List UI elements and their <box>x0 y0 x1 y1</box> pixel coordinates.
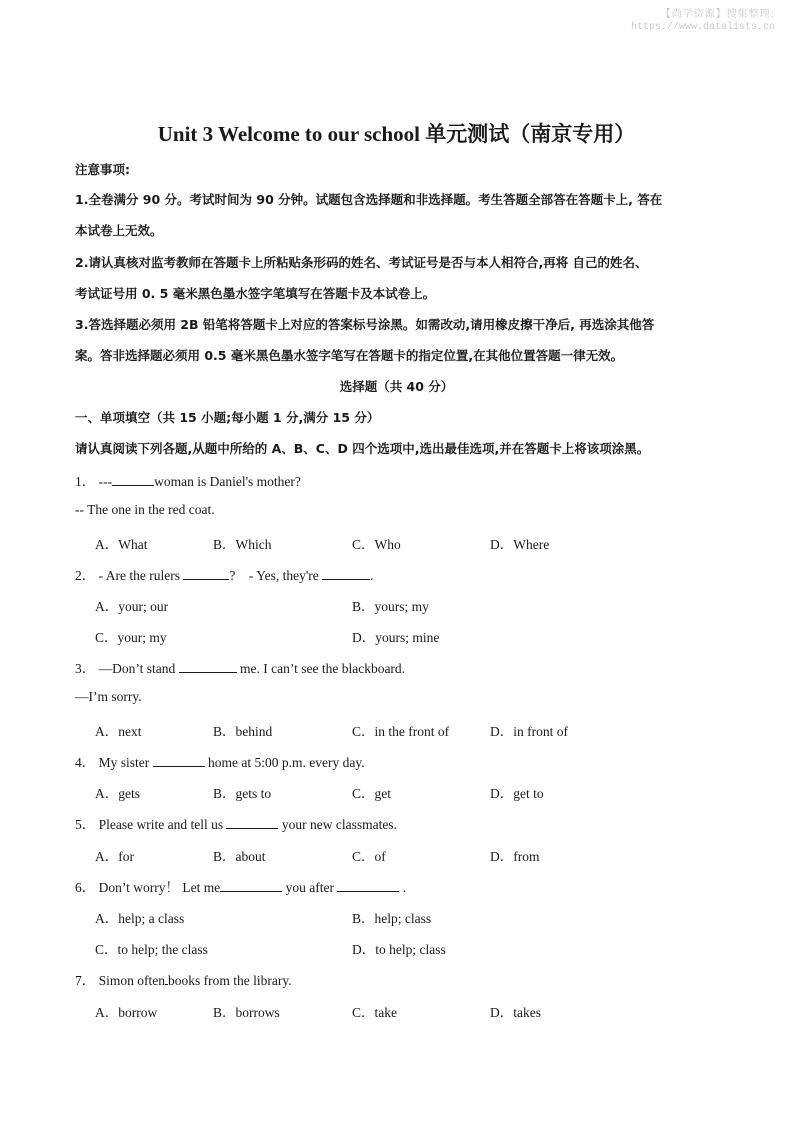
question-4 <box>75 751 365 771</box>
answer-blank <box>337 880 399 892</box>
option-c: C．get <box>352 786 391 801</box>
page-title: Unit 3 Welcome to our school 单元测试（南京专用） <box>157 122 636 146</box>
option-d: D．yours; mine <box>352 630 440 645</box>
option-b: B．behind <box>213 724 273 739</box>
question-6 <box>75 876 406 896</box>
question-suffix: me. I can’t see the blackboard. <box>240 661 406 676</box>
option-c: C．Who <box>352 537 401 552</box>
option-d: D．Where <box>490 537 550 552</box>
question-2 <box>75 564 374 584</box>
note-2-line-2: 考试证号用 0. 5 毫米黑色墨水签字笔填写在答题卡及本试卷上。 <box>75 286 436 301</box>
question-suffix: home at 5:00 p.m. every day. <box>208 755 365 770</box>
option-a: A．help; a class <box>95 911 185 926</box>
note-2-line-1: 2.请认真核对监考教师在答题卡上所粘贴条形码的姓名、考试证号是否与本人相符合,再将 自己的姓名、 <box>75 255 648 270</box>
question-3-reply: —I’m sorry. <box>75 689 142 704</box>
question-prefix: --- <box>98 474 113 489</box>
question-number: 5． <box>75 817 96 832</box>
note-3-line-1: 3.答选择题必须用 2B 铅笔将答题卡上对应的答案标号涂黑。如需改动,请用橡皮擦干净后, 再选涂其他答 <box>75 317 655 332</box>
question-middle: ? - Yes, they're <box>229 568 319 583</box>
note-1-line-2: 本试卷上无效。 <box>75 223 163 238</box>
question-prefix: —Don’t stand <box>98 661 176 676</box>
option-d: D．in front of <box>490 724 568 739</box>
option-c: C．of <box>352 849 386 864</box>
notes-heading: 注意事项: <box>75 162 130 177</box>
question-1-reply: -- The one in the red coat. <box>75 502 215 517</box>
question-1 <box>75 470 301 490</box>
option-b: B．gets to <box>213 786 272 801</box>
watermark-url: https://www.datalists.cn <box>630 22 775 33</box>
answer-blank <box>322 568 370 580</box>
answer-blank <box>153 755 205 767</box>
option-c: C．take <box>352 1005 397 1020</box>
option-a: A．gets <box>95 786 140 801</box>
question-suffix: woman is Daniel's mother? <box>154 474 301 489</box>
question-prefix: - Are the rulers <box>98 568 180 583</box>
question-suffix: your new classmates. <box>281 817 397 832</box>
option-b: B．Which <box>213 537 272 552</box>
question-prefix: Don’t worry！ Let me <box>98 880 221 895</box>
answer-blank <box>220 880 282 892</box>
option-d: D．from <box>490 849 540 864</box>
option-a: A．What <box>95 537 148 552</box>
option-a: A．your; our <box>95 599 169 614</box>
note-3-line-2: 案。答非选择题必须用 0.5 毫米黑色墨水签字笔写在答题卡的指定位置,在其他位置答题一律无效。 <box>75 348 624 363</box>
question-suffix: . <box>370 568 374 583</box>
option-b: B．yours; my <box>352 599 429 614</box>
option-a: A．next <box>95 724 142 739</box>
answer-blank <box>112 474 154 486</box>
question-suffix: books from the library. <box>168 973 292 988</box>
answer-blank <box>179 661 237 673</box>
note-1-line-1: 1.全卷满分 90 分。考试时间为 90 分钟。试题包含选择题和非选择题。考生答题全部答在答题卡上, 答在 <box>75 192 663 207</box>
question-number: 1． <box>75 474 96 489</box>
question-7 <box>75 969 292 989</box>
question-5 <box>75 813 397 833</box>
option-d: D．to help; class <box>352 942 446 957</box>
answer-blank <box>183 568 229 580</box>
option-b: B．borrows <box>213 1005 280 1020</box>
option-c: C．in the front of <box>352 724 450 739</box>
question-number: 4． <box>75 755 96 770</box>
part-heading: 一、单项填空（共 15 小题;每小题 1 分,满分 15 分） <box>75 410 380 425</box>
watermark <box>631 8 775 34</box>
option-d: D．takes <box>490 1005 541 1020</box>
question-middle: you after <box>285 880 334 895</box>
option-c: C．your; my <box>95 630 167 645</box>
question-prefix: Simon often <box>98 973 165 988</box>
option-b: B．about <box>213 849 266 864</box>
question-number: 3． <box>75 661 96 676</box>
question-prefix: My sister <box>98 755 150 770</box>
section-title: 选择题（共 40 分） <box>339 379 454 394</box>
instruction: 请认真阅读下列各题,从题中所给的 A、B、C、D 四个选项中,选出最佳选项,并在答题卡上将该项涂黑。 <box>75 441 650 456</box>
option-d: D．get to <box>490 786 544 801</box>
answer-blank <box>226 817 278 829</box>
watermark-source: 【尚学资源】搜集整理: <box>660 9 775 20</box>
question-prefix: Please write and tell us <box>98 817 224 832</box>
option-a: A．borrow <box>95 1005 158 1020</box>
question-number: 6． <box>75 880 96 895</box>
option-b: B．help; class <box>352 911 432 926</box>
option-a: A．for <box>95 849 134 864</box>
question-3 <box>75 657 405 677</box>
question-number: 7． <box>75 973 96 988</box>
question-number: 2． <box>75 568 96 583</box>
question-suffix: . <box>402 880 407 895</box>
option-c: C．to help; the class <box>95 942 208 957</box>
